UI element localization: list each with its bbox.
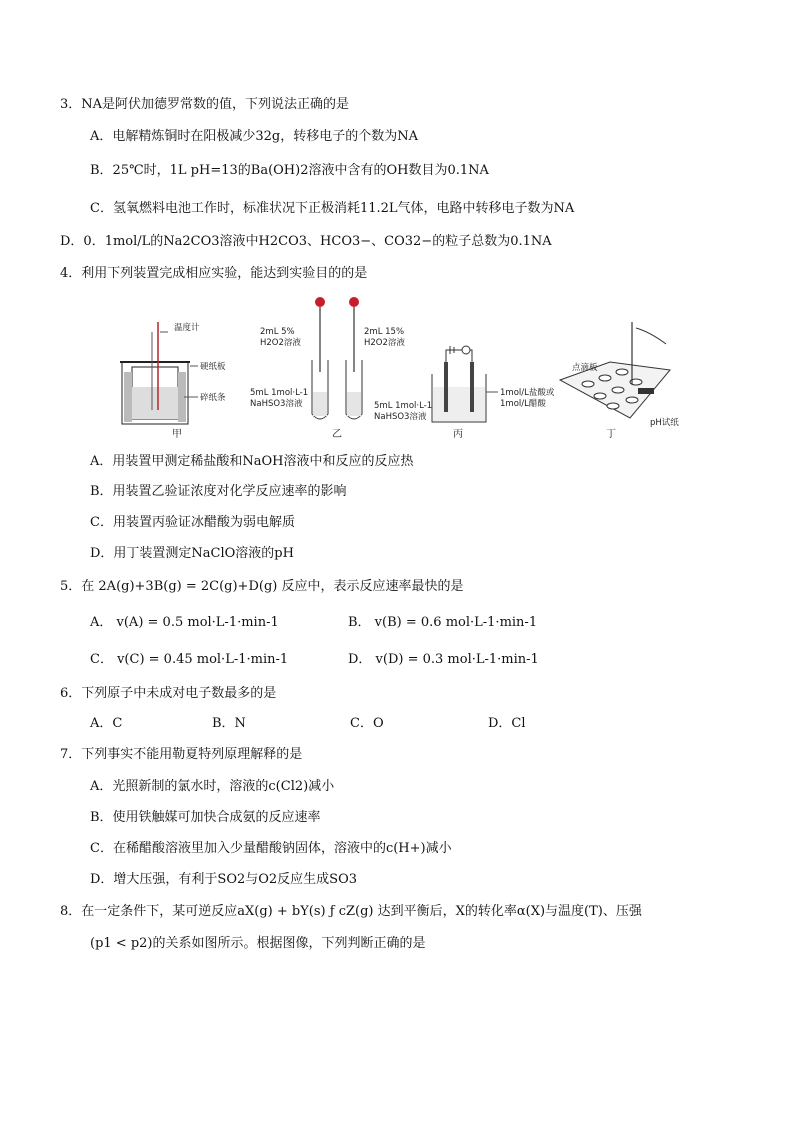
q3-option-d: D．0．1mol/L的Na2CO3溶液中H2CO3、HCO3−、CO32−的粒子总数为0.1NA bbox=[60, 234, 552, 249]
q6-option-a: A．C bbox=[90, 716, 123, 731]
caption-yi: 乙 bbox=[332, 429, 342, 440]
q5-option-b: B． v(B) = 0.6 mol·L-1·min-1 bbox=[348, 615, 538, 630]
label-yi-right-bottom2: NaHSO3溶液 bbox=[374, 412, 427, 422]
q7-option-b: B．使用铁触媒可加快合成氨的反应速率 bbox=[90, 810, 321, 825]
apparatus-ding bbox=[560, 322, 679, 440]
label-yi-left-bottom: 5mL 1mol·L-1 bbox=[250, 388, 309, 398]
q3-stem: 3．NA是阿伏加德罗常数的值，下列说法正确的是 bbox=[60, 97, 350, 112]
label-paper-strips: 碎纸条 bbox=[200, 393, 226, 403]
q8-stem-line2: (p1 < p2)的关系如图所示。根据图像，下列判断正确的是 bbox=[90, 936, 426, 951]
apparatus-svg bbox=[110, 292, 700, 442]
q5-stem: 5．在 2A(g)+3B(g) = 2C(g)+D(g) 反应中，表示反应速率最快的是 bbox=[60, 579, 464, 594]
label-spot-plate: 点滴板 bbox=[572, 363, 598, 373]
label-bing-2: 1mol/L醋酸 bbox=[500, 399, 546, 409]
caption-bing: 丙 bbox=[453, 429, 463, 440]
label-yi-left-top: 2mL 5% bbox=[260, 327, 295, 337]
label-thermometer: 温度计 bbox=[174, 323, 200, 333]
q3-option-b: B．25℃时，1L pH=13的Ba(OH)2溶液中含有的OH数目为0.1NA bbox=[90, 163, 489, 178]
apparatus-yi bbox=[250, 297, 432, 440]
label-yi-right-bottom: 5mL 1mol·L-1 bbox=[374, 401, 433, 411]
q6-option-d: D．Cl bbox=[488, 716, 526, 731]
q3-option-c: C．氢氧燃料电池工作时，标准状况下正极消耗11.2L气体，电路中转移电子数为NA bbox=[90, 201, 575, 216]
q8-stem-line1: 8．在一定条件下，某可逆反应aX(g) + bY(s) ƒ cZ(g) 达到平衡后，X的转化率α(X)与温度(T)、压强 bbox=[60, 904, 642, 919]
label-yi-right-top: 2mL 15% bbox=[364, 327, 405, 337]
q5-option-a: A． v(A) = 0.5 mol·L-1·min-1 bbox=[90, 615, 279, 630]
q4-option-b: B．用装置乙验证浓度对化学反应速率的影响 bbox=[90, 484, 347, 499]
q4-option-c: C．用装置丙验证冰醋酸为弱电解质 bbox=[90, 515, 295, 530]
apparatus-bing bbox=[432, 346, 555, 440]
q7-option-a: A．光照新制的氯水时，溶液的c(Cl2)减小 bbox=[90, 779, 335, 794]
label-cardboard: 硬纸板 bbox=[200, 362, 226, 372]
apparatus-jia bbox=[120, 322, 226, 440]
q3-option-a: A．电解精炼铜时在阳极减少32g，转移电子的个数为NA bbox=[90, 129, 419, 144]
q5-option-c: C． v(C) = 0.45 mol·L-1·min-1 bbox=[90, 652, 289, 667]
q5-option-d: D． v(D) = 0.3 mol·L-1·min-1 bbox=[348, 652, 539, 667]
caption-ding: 丁 bbox=[606, 429, 616, 440]
q4-option-a: A．用装置甲测定稀盐酸和NaOH溶液中和反应的反应热 bbox=[90, 454, 414, 469]
q7-stem: 7．下列事实不能用勒夏特列原理解释的是 bbox=[60, 747, 303, 762]
q7-option-d: D．增大压强，有利于SO2与O2反应生成SO3 bbox=[90, 872, 358, 887]
caption-jia: 甲 bbox=[172, 429, 182, 440]
q4-apparatus-figure bbox=[110, 292, 700, 442]
q7-option-c: C．在稀醋酸溶液里加入少量醋酸钠固体，溶液中的c(H+)减小 bbox=[90, 841, 452, 856]
label-yi-left-top2: H2O2溶液 bbox=[260, 338, 301, 348]
label-bing-1: 1mol/L盐酸或 bbox=[500, 388, 555, 398]
label-yi-right-top2: H2O2溶液 bbox=[364, 338, 405, 348]
q4-stem: 4．利用下列装置完成相应实验，能达到实验目的的是 bbox=[60, 266, 368, 281]
label-yi-left-bottom2: NaHSO3溶液 bbox=[250, 399, 303, 409]
q6-option-c: C．O bbox=[350, 716, 384, 731]
q4-option-d: D．用丁装置测定NaClO溶液的pH bbox=[90, 546, 294, 561]
q6-stem: 6．下列原子中未成对电子数最多的是 bbox=[60, 686, 277, 701]
q6-option-b: B．N bbox=[212, 716, 246, 731]
label-ph-paper: pH试纸 bbox=[650, 418, 679, 428]
